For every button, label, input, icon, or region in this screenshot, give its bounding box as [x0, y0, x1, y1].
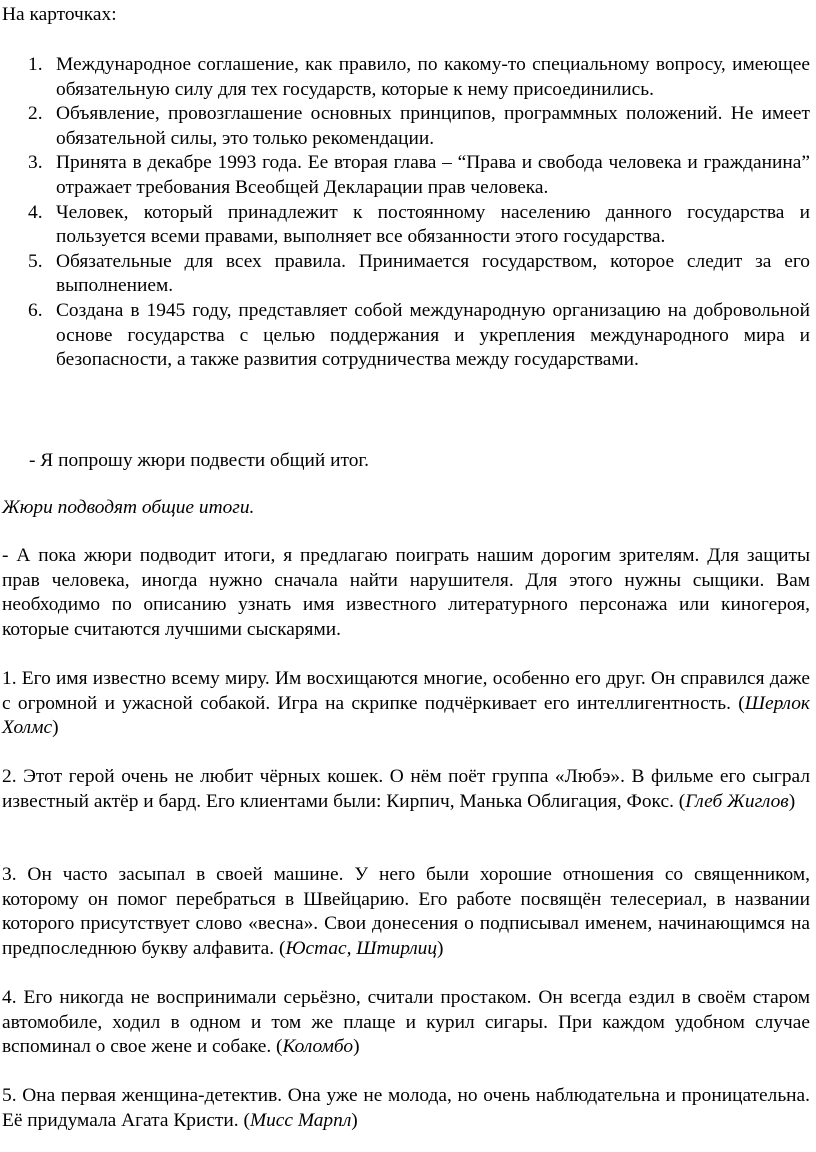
cards-list [0, 53, 810, 373]
list-item [0, 299, 810, 373]
list-item-number: 2. [28, 103, 43, 125]
riddle-4 [2, 986, 810, 1060]
list-item-number: 5. [28, 250, 43, 272]
list-item-number: 4. [28, 201, 43, 223]
list-item-text: Международное соглашение, как правило, по какому-то специальному вопросу, имеющее обязательную силу для тех государств, которые к нему присоединились. [56, 54, 810, 100]
riddle-answer: Шерлок Холмс [2, 692, 810, 739]
riddle-text: 3. Он часто засыпал в своей машине. У него были хорошие отношения со священником, которому он помог перебраться в Швейцарию. Его работе посвящён телесериал, в названии которого присутствует слово «весна». Свои донесения о подписывал именем, начинающимся на предпоследнюю букву алфавита. ( [2, 864, 810, 959]
riddle-close: ) [437, 937, 444, 959]
list-item-text: Обязательные для всех правила. Принимается государством, которое следит за его выполнением. [56, 250, 810, 297]
cards-heading: На карточках: [2, 4, 117, 25]
list-item-number: 1. [28, 54, 43, 75]
riddle-text: 2. Этот герой очень не любит чёрных кошек. О нём поёт группа «Любэ». В фильме его сыграл известный актёр и бард. Его клиентами были: Кирпич, Манька Облигация, Фокс. ( [2, 766, 810, 812]
list-item-text: Принята в декабре 1993 года. Ее вторая глава – “Права и свобода человека и гражданина” отражает требования Всеобщей Декларации прав человека. [56, 152, 810, 198]
riddle-close: ) [353, 1036, 360, 1058]
riddle-3 [2, 863, 810, 961]
riddle-text: 4. Его никогда не воспринимали серьёзно, считали простаком. Он всегда ездил в своём старом автомобиле, ходил в одном и том же плаще и курил сигары. При каждом удобном случае вспоминал о свое жене и собаке. ( [2, 987, 810, 1058]
list-item-number: 6. [28, 299, 43, 321]
list-item [0, 201, 810, 250]
jury-stage-note: Жюри подводят общие итоги. [2, 497, 255, 518]
riddle-answer: Юстас, Штирлиц [285, 937, 438, 959]
riddle-2 [2, 765, 810, 814]
riddle-close: ) [351, 1109, 358, 1131]
ask-jury-line: - Я попрошу жюри подвести общий итог. [29, 450, 370, 471]
list-item [0, 250, 810, 299]
list-item-number: 3. [28, 152, 43, 174]
list-item [0, 53, 810, 102]
riddle-5 [2, 1084, 810, 1133]
riddle-1 [2, 667, 810, 741]
riddle-text: 1. Его имя известно всему миру. Им восхищаются многие, особенно его друг. Он справился даже с огромной и ужасной собакой. Игра на скрипке подчёркивает его интеллигентность. ( [2, 668, 810, 714]
list-item [0, 151, 810, 200]
list-item-text: Человек, который принадлежит к постоянному населению данного государства и пользуется всеми правами, выполняет все обязанности этого государства. [56, 201, 810, 248]
list-item-text: Создана в 1945 году, представляет собой международную организацию на добровольной основе государства с целью поддержания и укрепления международного мира и безопасности, а также развития сотрудничества между государствами. [56, 299, 810, 371]
riddle-answer: Коломбо [282, 1036, 354, 1058]
list-item-text: Объявление, провозглашение основных принципов, программных положений. Не имеет обязательной силы, это только рекомендации. [56, 103, 810, 149]
riddle-close: ) [52, 717, 59, 739]
intro-paragraph: - А пока жюри подводит итоги, я предлагаю поиграть нашим дорогим зрителям. Для защиты прав человека, иногда нужно сначала найти нарушителя. Для этого нужны сыщики. Вам необходимо по описанию узнать имя известного литературного персонажа или киногероя, которые считаются лучшими сыскарями. [2, 545, 810, 640]
riddle-text: 5. Она первая женщина-детектив. Она уже не молода, но очень наблюдательна и проницательна. Её придумала Агата Кристи. ( [2, 1085, 810, 1131]
riddle-answer: Глеб Жиглов [685, 790, 789, 812]
riddle-close: ) [788, 790, 796, 812]
list-item [0, 102, 810, 151]
riddle-answer: Мисс Марпл [249, 1109, 352, 1131]
